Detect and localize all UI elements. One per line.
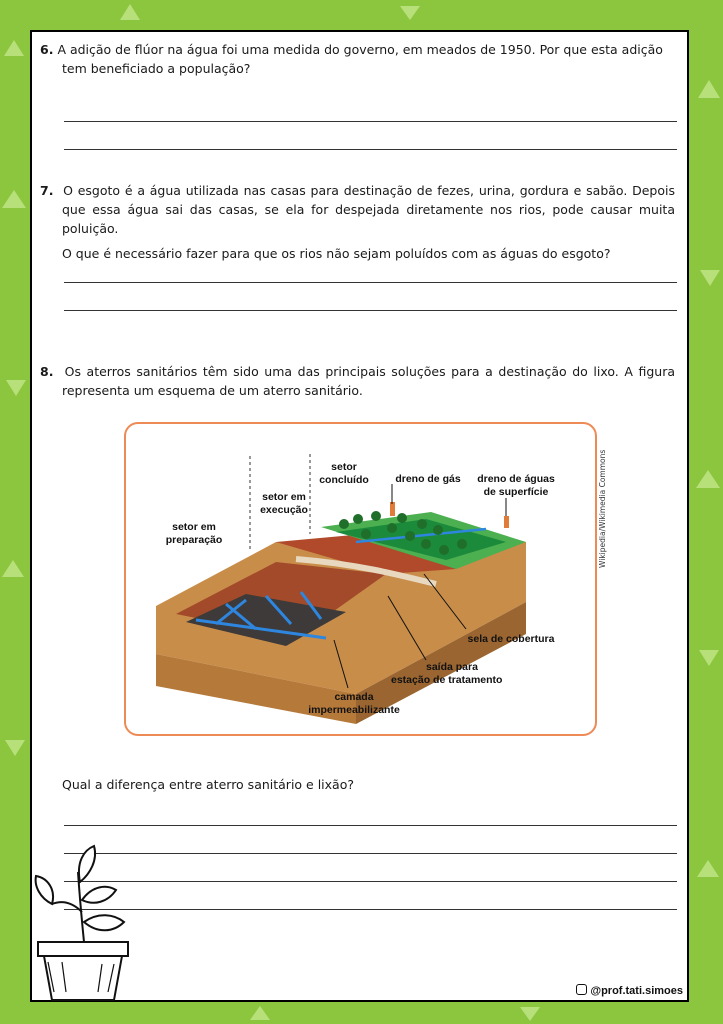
question-text: Os aterros sanitários têm sido uma das principais soluções para a destinação do lixo. A figura representa um esquema de um aterro sanitário.: [62, 364, 675, 398]
gas-drain: [390, 502, 395, 516]
image-credit: Wikipedia/Wikimedia Commons: [598, 449, 607, 569]
question-7: [40, 181, 675, 263]
landfill-diagram: [126, 424, 594, 733]
question-text: O que é necessário fazer para que os rios não sejam poluídos com as águas do esgoto?: [62, 246, 611, 261]
landfill-figure-frame: [124, 422, 597, 736]
question-text: Qual a diferença entre aterro sanitário e lixão?: [62, 777, 354, 792]
question-number: 6.: [40, 42, 54, 57]
question-6: [40, 40, 675, 78]
label-saida: estação de tratamento: [391, 674, 503, 686]
plant-pot-icon: [32, 842, 142, 1002]
answer-line[interactable]: [64, 881, 677, 882]
question-8: [40, 362, 675, 400]
answer-line[interactable]: [64, 149, 677, 150]
handle-text: @prof.tati.simoes: [590, 985, 683, 997]
label-sela-cobertura: sela de cobertura: [467, 633, 555, 645]
label-saida: saída para: [426, 661, 478, 673]
label-setor-preparacao: setor em: [172, 521, 216, 533]
label-setor-concluido: setor: [331, 461, 357, 473]
answer-line[interactable]: [64, 853, 677, 854]
label-setor-concluido: concluído: [319, 474, 369, 486]
label-dreno-aguas: de superfície: [483, 486, 549, 498]
question-text: O esgoto é a água utilizada nas casas para destinação de fezes, urina, gordura e sabão. Depois que essa água sai das casas, se ela for despejada diretamente nos rios, pode causar muita poluição.: [62, 183, 675, 236]
question-number: 7.: [40, 183, 54, 198]
surface-water-drain: [504, 516, 509, 528]
author-handle[interactable]: [576, 983, 683, 997]
label-setor-execucao: setor em: [262, 491, 306, 503]
label-camada: camada: [334, 691, 374, 703]
label-setor-execucao: execução: [260, 504, 308, 516]
label-dreno-aguas: dreno de águas: [477, 473, 555, 485]
label-camada: impermeabilizante: [308, 704, 400, 716]
label-dreno-gas: dreno de gás: [395, 473, 461, 485]
label-setor-preparacao: preparação: [165, 534, 223, 546]
question-text: A adição de flúor na água foi uma medida do governo, em meados de 1950. Por que esta adição: [57, 42, 663, 57]
question-8-followup: [40, 775, 675, 794]
question-text: tem beneficiado a população?: [62, 61, 251, 76]
answer-line[interactable]: [64, 825, 677, 826]
answer-line[interactable]: [64, 282, 677, 283]
answer-line[interactable]: [64, 310, 677, 311]
question-number: 8.: [40, 364, 54, 379]
answer-line[interactable]: [64, 121, 677, 122]
instagram-icon: [576, 984, 587, 995]
worksheet-page: [30, 30, 689, 1002]
answer-line[interactable]: [64, 909, 677, 910]
